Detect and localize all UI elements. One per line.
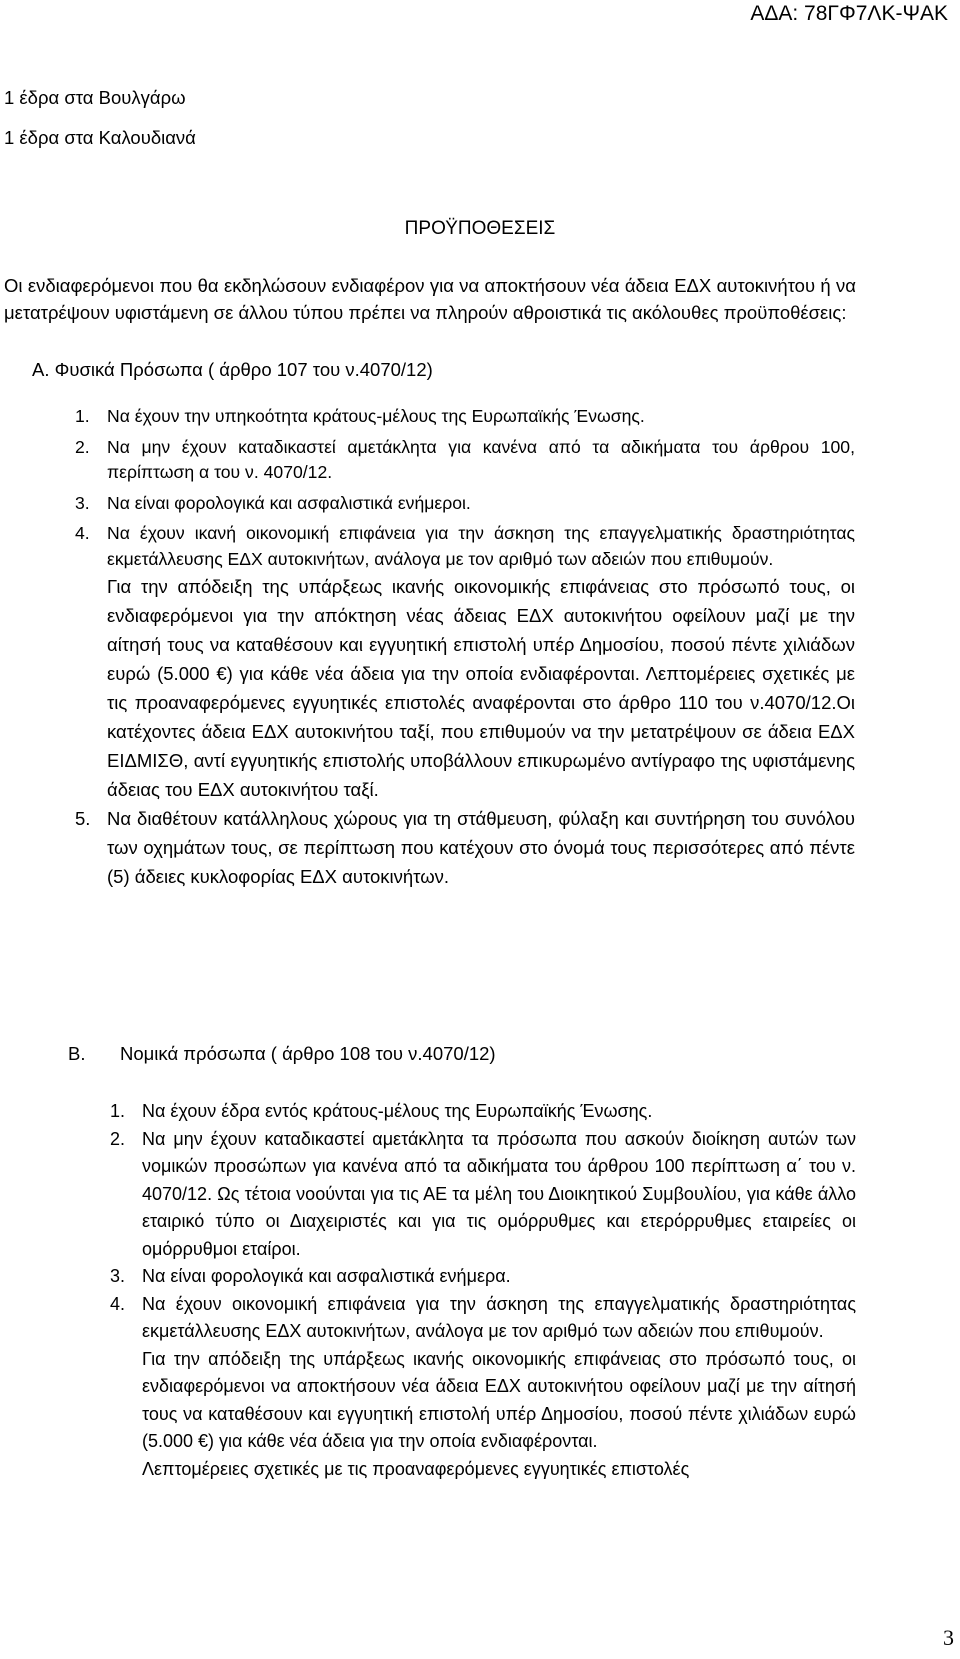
item-number: 1. <box>75 406 90 426</box>
section-b-letter: Β. <box>68 1043 86 1064</box>
section-a-list <box>75 404 855 891</box>
item-detail: Για την απόδειξη της υπάρξεως ικανής οικονομικής επιφάνειας στο πρόσωπό τους, οι ενδιαφερόμενοι να αποκτήσουν νέα άδεια ΕΔΧ αυτοκινήτου οφείλουν μαζί με την αίτησή τους να καταθέσουν και εγγυητική επιστολή υπέρ Δημοσίου, ποσού πέντε χιλιάδων ευρώ (5.000 €) για κάθε νέα άδεια για την οποία ενδιαφέρονται. <box>142 1348 856 1451</box>
list-item <box>110 1098 856 1126</box>
seat-line: 1 έδρα στα Καλουδιανά <box>4 127 196 148</box>
section-a-heading: Φυσικά Πρόσωπα ( άρθρο 107 του ν.4070/12) <box>54 359 433 380</box>
item-number: 2. <box>75 436 90 457</box>
list-item <box>110 1126 856 1264</box>
intro-paragraph: Οι ενδιαφερόμενοι που θα εκδηλώσουν ενδιαφέρον για να αποκτήσουν νέα άδεια ΕΔΧ αυτοκινήτου ή να μετατρέψουν υφιστάμενη σε άλλου τύπου πρέπει να πληρούν αθροιστικά τις ακόλουθες προϋποθέσεις: <box>4 275 856 323</box>
item-text: Να διαθέτουν κατάλληλους χώρους για τη στάθμευση, φύλαξη και συντήρηση του συνόλου των οχημάτων τους, σε περίπτωση που κατέχουν στο όνομά τους περισσότερες από πέντε (5) άδειες κυκλοφορίας ΕΔΧ αυτοκινήτων. <box>107 808 855 887</box>
item-number: 4. <box>75 523 90 543</box>
seat-line: 1 έδρα στα Βουλγάρω <box>4 87 186 108</box>
list-item <box>110 1263 856 1291</box>
item-text: Να έχουν ικανή οικονομική επιφάνεια για την άσκηση της επαγγελματικής δραστηριότητας εκμετάλλευσης ΕΔΧ αυτοκινήτων, ανάλογα με τον αριθμό των αδειών που επιθυμούν. <box>107 523 855 569</box>
list-item <box>75 804 855 891</box>
section-b-title <box>68 1043 496 1065</box>
item-text: Να έχουν την υπηκοότητα κράτους-μέλους της Ευρωπαϊκής Ένωσης. <box>107 406 645 426</box>
item-number: 1. <box>110 1101 126 1121</box>
list-item <box>75 435 855 486</box>
item-detail-continued: Λεπτομέρειες σχετικές με τις προαναφερόμενες εγγυητικές επιστολές <box>142 1458 690 1479</box>
page-heading: ΠΡΟΫΠΟΘΕΣΕΙΣ <box>404 218 556 239</box>
item-number: 5. <box>75 808 91 829</box>
list-item <box>75 521 855 804</box>
item-number: 3. <box>110 1266 126 1286</box>
section-b-list <box>110 1098 856 1483</box>
item-number: 2. <box>110 1128 126 1149</box>
item-text: Να είναι φορολογικά και ασφαλιστικά ενήμεροι. <box>107 492 471 513</box>
list-item <box>110 1291 856 1484</box>
item-number: 4. <box>110 1293 126 1314</box>
page-number: 3 <box>943 1625 954 1650</box>
section-b-heading: Νομικά πρόσωπα ( άρθρο 108 του ν.4070/12) <box>120 1043 496 1064</box>
item-text: Να μην έχουν καταδικαστεί αμετάκλητα τα πρόσωπα που ασκούν διοίκηση αυτών των νομικών προσώπων για κανένα από τα αδικήματα του άρθρου 100 περίπτωση α΄ του ν. 4070/12. Ως τέτοια νοούνται για τις ΑΕ τα μέλη του Διοικητικού Συμβουλίου, για κάθε άλλο εταιρικό τύπο οι Διαχειριστές και για τις ομόρρυθμες και ετερόρρυθμες εταιρείες οι ομόρρυθμοι εταίροι. <box>142 1128 856 1259</box>
section-a-title <box>32 359 433 381</box>
item-text: Να έχουν έδρα εντός κράτους-μέλους της Ευρωπαϊκής Ένωσης. <box>142 1101 653 1121</box>
list-item <box>75 491 855 517</box>
list-item <box>75 404 855 430</box>
item-text: Να έχουν οικονομική επιφάνεια για την άσκηση της επαγγελματικής δραστηριότητας εκμετάλλευσης ΕΔΧ αυτοκινήτων, ανάλογα με τον αριθμό των αδειών που επιθυμούν. <box>142 1293 856 1341</box>
item-text: Να μην έχουν καταδικαστεί αμετάκλητα για κανένα από τα αδικήματα του άρθρου 100, περίπτωση α του ν. 4070/12. <box>107 436 855 482</box>
item-number: 3. <box>75 492 90 513</box>
item-text: Να είναι φορολογικά και ασφαλιστικά ενήμερα. <box>142 1266 511 1286</box>
item-detail: Για την απόδειξη της υπάρξεως ικανής οικονομικής επιφάνειας στο πρόσωπό τους, οι ενδιαφερόμενοι για την απόκτηση νέας άδειας ΕΔΧ αυτοκινήτου οφείλουν μαζί με την αίτησή τους να καταθέσουν και εγγυητική επιστολή υπέρ Δημοσίου, ποσού πέντε χιλιάδων ευρώ (5.000 €) για κάθε νέα άδεια για την οποία ενδιαφέρονται. Λεπτομέρειες σχετικές με τις προαναφερόμενες εγγυητικές επιστολές αναφέρονται στο άρθρο 110 του ν.4070/12.Οι κατέχοντες άδεια ΕΔΧ αυτοκινήτου ταξί, που επιθυμούν να την μετατρέψουν σε άδεια ΕΔΧ ΕΙΔΜΙΣΘ, αντί εγγυητικής επιστολής υποβάλλουν επικυρωμένο αντίγραφο της υφιστάμενης άδειας του ΕΔΧ αυτοκινήτου ταξί. <box>107 576 855 800</box>
ada-code: ΑΔΑ: 78ΓΦ7ΛΚ-ΨΑΚ <box>750 2 948 25</box>
seats-list <box>4 78 196 158</box>
section-a-letter: Α. <box>32 359 50 380</box>
